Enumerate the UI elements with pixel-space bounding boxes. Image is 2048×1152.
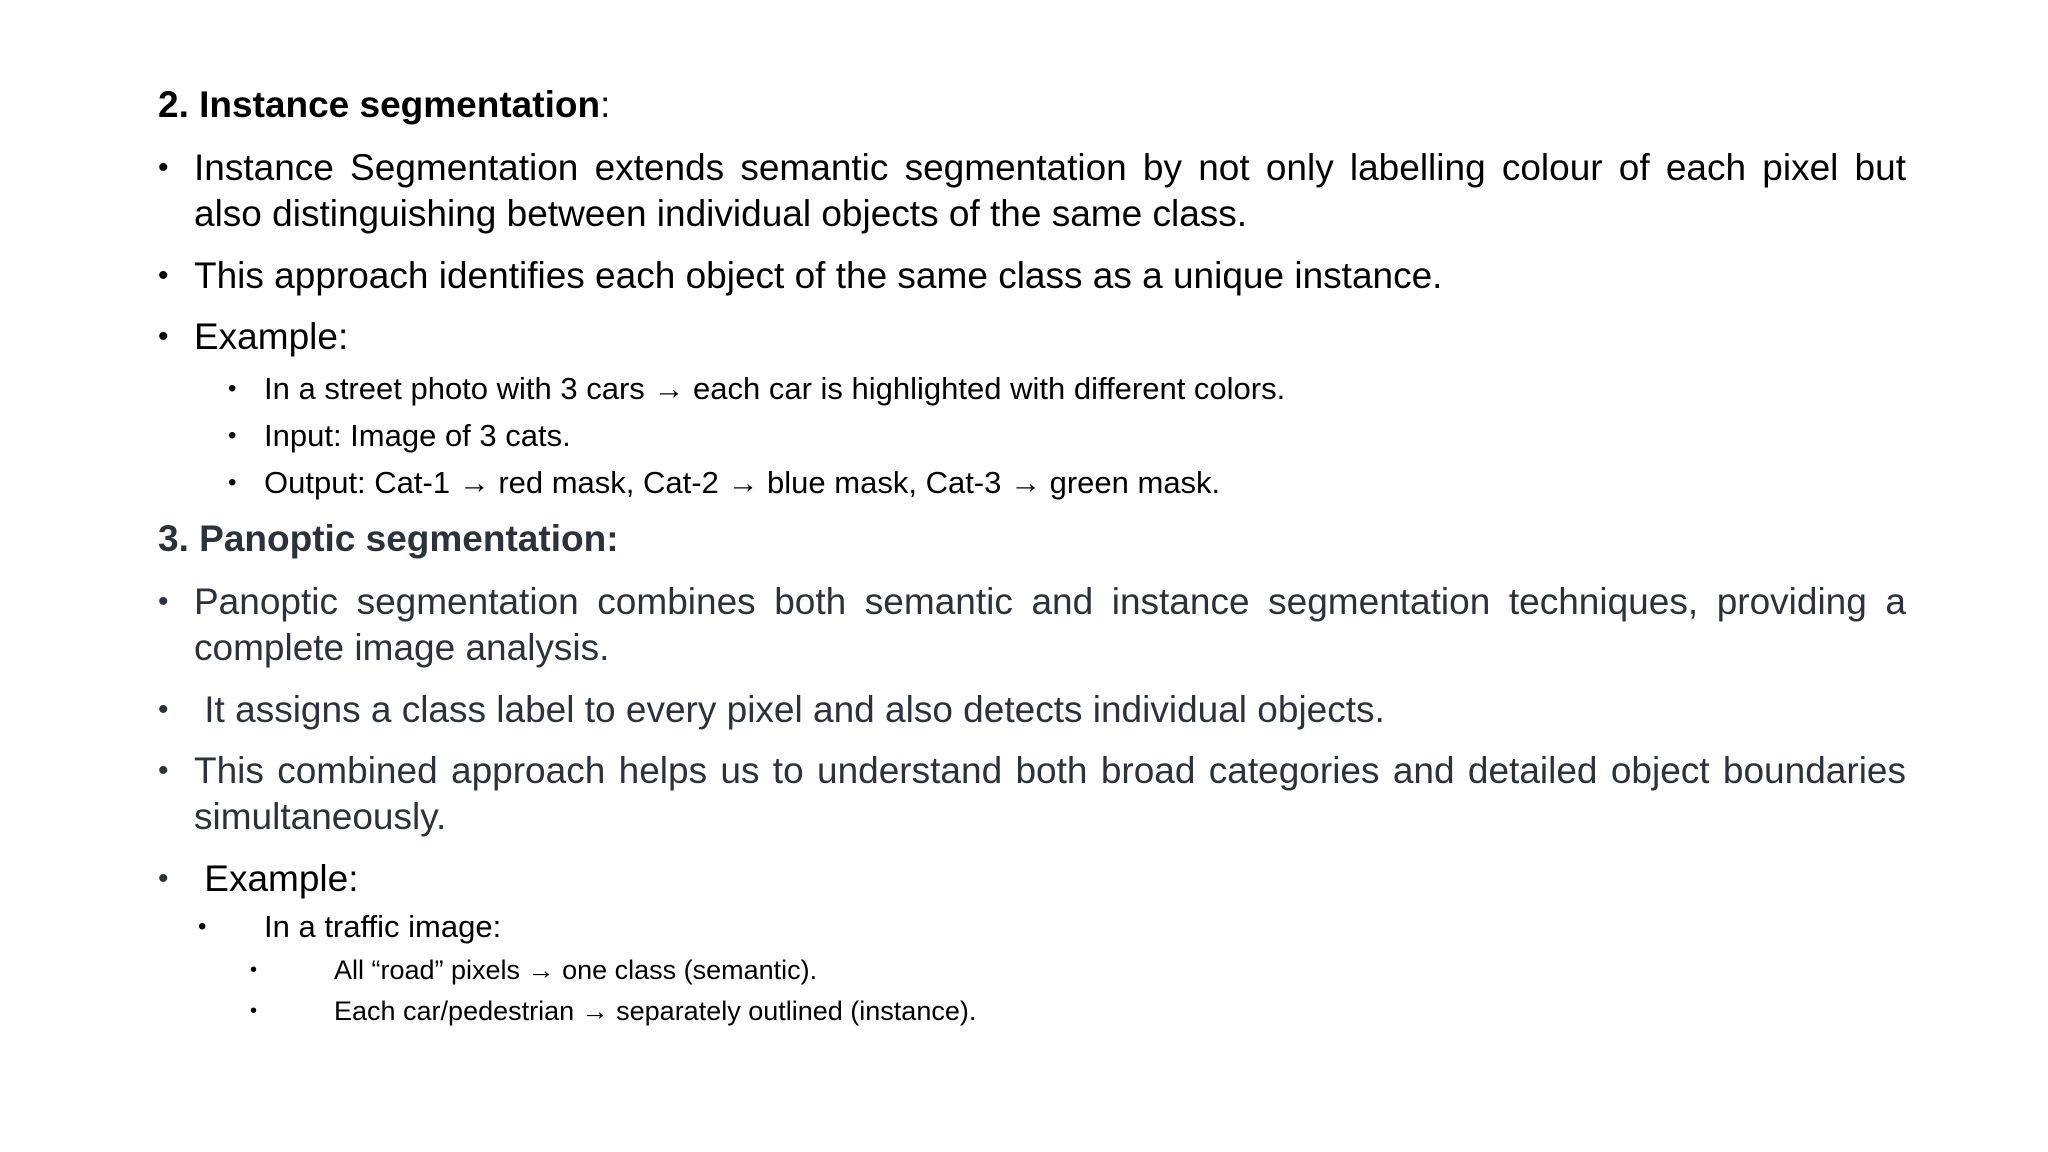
section-3-bullet-3	[158, 748, 1906, 840]
bullet-icon: •	[158, 259, 169, 292]
bullet-icon: •	[228, 422, 237, 449]
bullet-icon: •	[198, 913, 207, 940]
section-2-example-item-3-text: Output: Cat-1 → red mask, Cat-2 → blue mask, Cat-3 → green mask.	[264, 465, 1221, 500]
bullet-icon: •	[250, 1000, 258, 1022]
section-3-bullet-3-text: This combined approach helps us to understand both broad categories and detailed object boundaries simultaneously.	[194, 750, 1906, 837]
section-3-heading-text: 3. Panoptic segmentation:	[158, 518, 619, 559]
bullet-icon: •	[158, 151, 169, 184]
section-3-bullet-1-text: Panoptic segmentation combines both semantic and instance segmentation techniques, providing a complete image analysis.	[194, 581, 1906, 668]
section-3-example-sub-text: In a traffic image:	[264, 909, 502, 944]
section-2-example-item-3	[228, 464, 1828, 502]
bullet-icon: •	[158, 862, 169, 895]
section-2-bullet-3-text: Example:	[194, 316, 349, 357]
section-3-bullet-4	[158, 856, 1906, 902]
section-3-bullet-2	[158, 687, 1906, 733]
section-2-heading	[158, 84, 610, 126]
bullet-icon: •	[228, 375, 237, 402]
section-3-bullet-2-text: It assigns a class label to every pixel and also detects individual objects.	[194, 689, 1385, 730]
section-2-bullet-1-text: Instance Segmentation extends semantic segmentation by not only labelling colour of each pixel but also distinguishing between individual objects of the same class.	[194, 147, 1906, 234]
section-2-heading-text: 2. Instance segmentation	[158, 84, 601, 125]
section-2-bullet-3	[158, 314, 1906, 360]
section-2-bullet-2-text: This approach identifies each object of the same class as a unique instance.	[194, 255, 1443, 296]
section-3-example-item-1	[250, 953, 1750, 987]
bullet-icon: •	[158, 585, 169, 618]
bullet-icon: •	[158, 754, 169, 787]
section-2-example-item-2	[228, 417, 1828, 455]
section-2-bullet-2	[158, 253, 1906, 299]
section-2-example-item-1-text: In a street photo with 3 cars → each car is highlighted with different colors.	[264, 371, 1286, 406]
section-3-example-sub	[198, 908, 1798, 946]
bullet-icon: •	[228, 469, 237, 496]
section-2-example-item-1	[228, 370, 1828, 408]
bullet-icon: •	[158, 693, 169, 726]
section-2-bullet-1	[158, 145, 1906, 237]
section-3-example-item-1-text: All “road” pixels → one class (semantic).	[334, 955, 818, 985]
bullet-icon: •	[158, 320, 169, 353]
section-2-example-item-2-text: Input: Image of 3 cats.	[264, 418, 571, 453]
section-3-example-item-2	[250, 994, 1750, 1028]
section-2-heading-colon: :	[600, 84, 611, 125]
section-3-bullet-4-text: Example:	[194, 858, 359, 899]
bullet-icon: •	[250, 959, 258, 981]
section-3-bullet-1	[158, 579, 1906, 671]
section-3-heading	[158, 518, 619, 560]
section-3-example-item-2-text: Each car/pedestrian → separately outlined (instance).	[334, 996, 977, 1026]
